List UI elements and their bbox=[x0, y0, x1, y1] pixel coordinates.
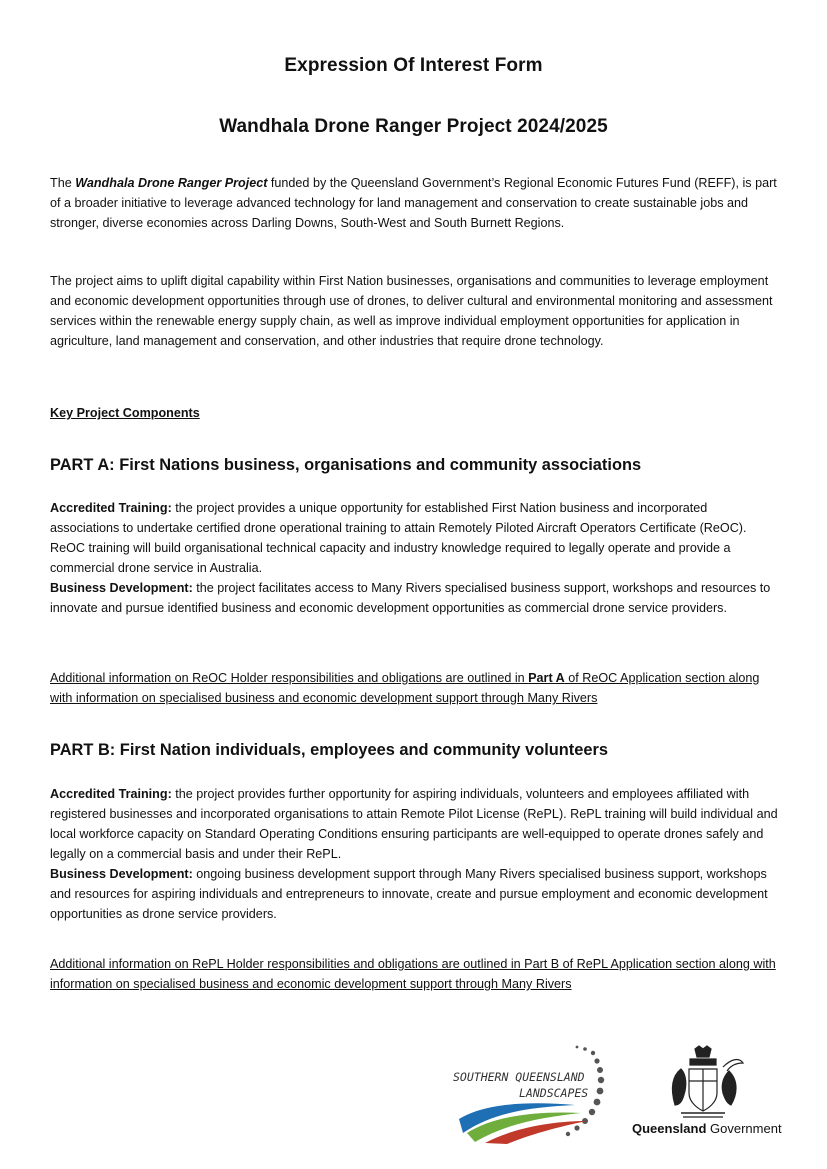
project-name: Wandhala Drone Ranger Project bbox=[75, 176, 268, 190]
part-b-note bbox=[50, 954, 778, 994]
key-components-heading: Key Project Components bbox=[50, 406, 200, 420]
queensland-government-wordmark bbox=[632, 1121, 782, 1136]
part-a-note-pre: Additional information on ReOC Holder responsibilities and obligations are outlined in bbox=[50, 671, 529, 685]
part-a-note bbox=[50, 668, 778, 708]
part-a-business-label: Business Development: bbox=[50, 581, 193, 595]
aims-paragraph bbox=[50, 271, 778, 351]
part-a-training-label: Accredited Training: bbox=[50, 501, 172, 515]
qg-wordmark-regular: Government bbox=[706, 1121, 782, 1136]
sql-logo-line2: LANDSCAPES bbox=[519, 1086, 589, 1100]
part-b-note-text: Additional information on RePL Holder responsibilities and obligations are outlined in Part B of RePL Application section along with information on specialised business and economic development support through Many Rivers bbox=[50, 957, 776, 991]
queensland-coat-of-arms-icon bbox=[627, 1045, 777, 1121]
qg-wordmark-bold: Queensland bbox=[632, 1121, 707, 1136]
part-a-note-bold: Part A bbox=[528, 671, 565, 685]
intro-paragraph bbox=[50, 173, 778, 233]
part-a-business-text: the project facilitates access to Many Rivers specialised business support, workshops and resources to innovate and pursue identified business and economic development opportunities as commercial drone service providers. bbox=[50, 581, 771, 615]
part-b-business-label: Business Development: bbox=[50, 867, 193, 881]
part-b-body bbox=[50, 784, 778, 924]
part-a-heading: PART A: First Nations business, organisations and community associations bbox=[50, 456, 642, 474]
aims-text: The project aims to uplift digital capability within First Nation businesses, organisations and communities to leverage employment and economic development opportunities through use of drones, to deliver cultural and environmental monitoring and assessment services within the renewable energy supply chain, as well as improve individual employment opportunities for application in agriculture, land management and conservation, and other industries that require drone technology. bbox=[50, 274, 773, 348]
sql-logo-line1: SOUTHERN QUEENSLAND bbox=[453, 1070, 585, 1084]
form-title: Expression Of Interest Form bbox=[284, 55, 543, 76]
project-title: Wandhala Drone Ranger Project 2024/2025 bbox=[219, 116, 608, 137]
key-components-section bbox=[50, 403, 778, 423]
landscape-swoosh-icon bbox=[459, 1103, 587, 1144]
part-b-business-text: ongoing business development support through Many Rivers specialised business support, workshops and resources for aspiring individuals and entrepreneurs to innovate, create and pursue employment and economic development opportunities as drone service providers. bbox=[50, 867, 768, 921]
intro-pre: The bbox=[50, 176, 76, 190]
part-a-body bbox=[50, 498, 778, 618]
part-b-heading: PART B: First Nation individuals, employees and community volunteers bbox=[50, 741, 608, 759]
southern-queensland-landscapes-logo bbox=[445, 1045, 610, 1145]
queensland-government-logo bbox=[627, 1045, 782, 1145]
part-a-training-text: the project provides a unique opportunity for established First Nation business and incorporated associations to undertake certified drone operational training to attain Remotely Piloted Aircraft Operators Certificate (ReOC). ReOC training will build organisational technical capacity and industry knowledge required to legally operate and provide a commercial drone service in Australia. bbox=[50, 501, 747, 575]
part-b-training-text: the project provides further opportunity for aspiring individuals, volunteers and employees affiliated with registered businesses and incorporated organisations to attain Remote Pilot License (RePL). RePL training will build individual and local workforce capacity on Standard Operating Conditions ensuring participants are well-equipped to operate drones safely and legally on a commercial basis and under their RePL. bbox=[50, 787, 778, 861]
part-b-training-label: Accredited Training: bbox=[50, 787, 172, 801]
intro-post: funded by the Queensland Government’s Regional Economic Futures Fund (REFF), is part of a broader initiative to leverage advanced technology for land management and conservation to create sustainable jobs and stronger, diverse economies across Darling Downs, South-West and South Burnett Regions. bbox=[50, 176, 777, 230]
logos-area bbox=[445, 1045, 785, 1145]
part-a-note-post: of ReOC Application section along with information on specialised business and economic development support through Many Rivers bbox=[50, 671, 760, 705]
